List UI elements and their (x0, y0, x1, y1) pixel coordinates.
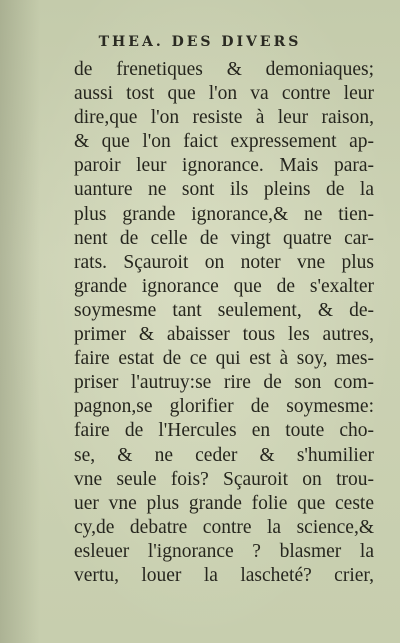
text-line-3: dire,que l'on resiste à leur raison, (74, 107, 374, 129)
text-line-9: rats. Sçauroit on noter vne plus (74, 251, 374, 273)
text-line-1: de frenetiques & demoniaques; (74, 59, 374, 80)
gutter-shadow (0, 0, 40, 643)
text-line-8: nent de celle de vingt quatre car- (74, 227, 374, 249)
text-line-12: primer & abaisser tous les autres, (74, 324, 374, 346)
text-line-17: se, & ne ceder & s'humilier (74, 444, 374, 466)
running-head: THEA. DES DIVERS (98, 34, 302, 50)
text-line-4: & que l'on faict expressement ap- (74, 131, 374, 153)
text-line-14: priser l'autruy:se rire de son com- (74, 372, 374, 394)
body-text (74, 58, 374, 588)
text-line-21: esleuer l'ignorance ? blasmer la (74, 540, 374, 562)
text-line-5: paroir leur ignorance. Mais para- (74, 155, 374, 177)
text-line-19: uer vne plus grande folie que ceste (74, 492, 374, 514)
text-line-2: aussi tost que l'on va contre leur (74, 83, 374, 105)
text-line-22: vertu, louer la lascheté? crier, (74, 564, 374, 586)
text-line-10: grande ignorance que de s'exalter (74, 275, 374, 297)
text-line-6: uanture ne sont ils pleins de la (74, 179, 374, 201)
text-line-7: plus grande ignorance,& ne tien- (74, 203, 374, 225)
text-line-18: vne seule fois? Sçauroit on trou- (74, 468, 374, 490)
text-line-15: pagnon,se glorifier de soymesme: (74, 396, 374, 418)
text-line-20: cy,de debatre contre la science,& (74, 516, 374, 538)
text-line-16: faire de l'Hercules en toute cho- (74, 420, 374, 442)
text-line-13: faire estat de ce qui est à soy, mes- (74, 348, 374, 370)
text-line-11: soymesme tant seulement, & de- (74, 299, 374, 321)
